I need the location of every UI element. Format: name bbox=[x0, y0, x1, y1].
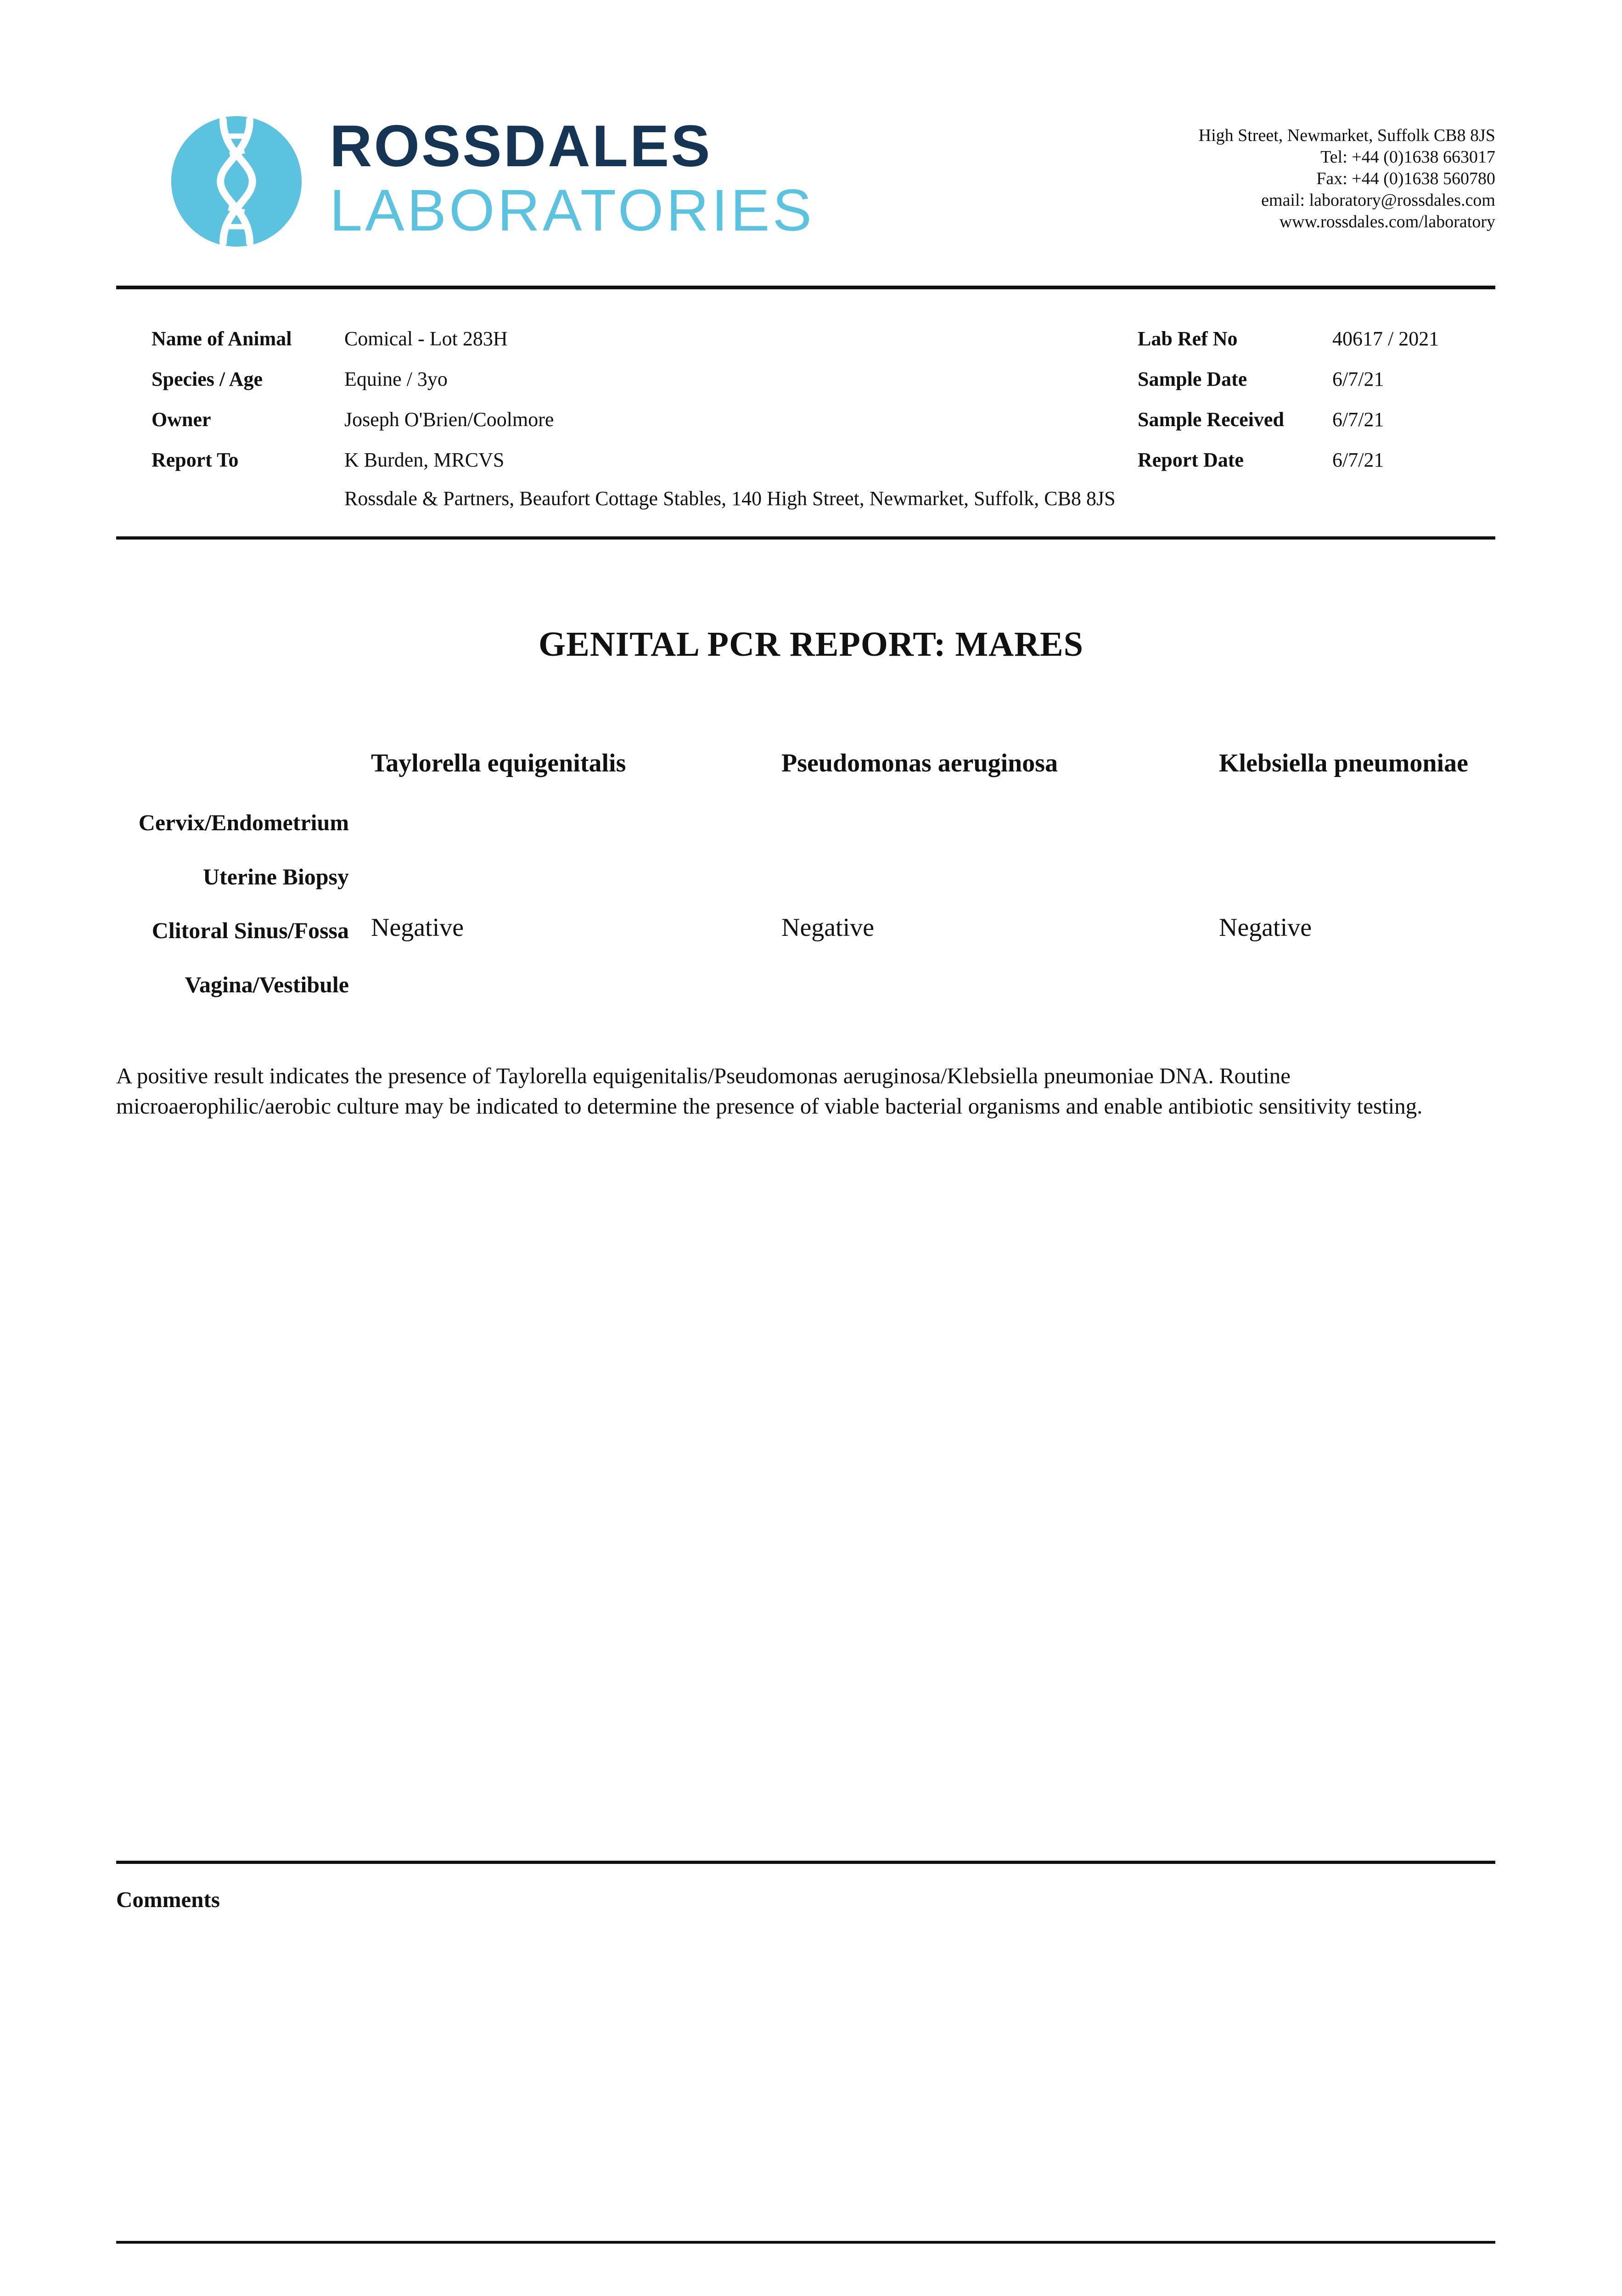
contact-email: email: laboratory@rossdales.com bbox=[1261, 191, 1495, 210]
lab-ref-label: Lab Ref No bbox=[1138, 327, 1238, 350]
animal-name-value: Comical - Lot 283H bbox=[344, 327, 508, 350]
species-age-value: Equine / 3yo bbox=[344, 368, 448, 390]
report-date-label: Report Date bbox=[1138, 449, 1244, 471]
row-label-vagina: Vagina/Vestibule bbox=[185, 972, 349, 997]
report-to-address: Rossdale & Partners, Beaufort Cottage Stables, 140 High Street, Newmarket, Suffolk, CB8 8JS bbox=[344, 487, 1116, 510]
comments-label: Comments bbox=[116, 1887, 220, 1912]
brand-name-line-1: ROSSDALES bbox=[330, 113, 712, 179]
sample-received-value: 6/7/21 bbox=[1332, 408, 1384, 431]
owner-value: Joseph O'Brien/Coolmore bbox=[344, 408, 554, 431]
row-label-uterine-biopsy: Uterine Biopsy bbox=[202, 864, 349, 889]
lab-ref-value: 40617 / 2021 bbox=[1332, 327, 1439, 350]
sample-received-label: Sample Received bbox=[1138, 408, 1284, 431]
report-title: GENITAL PCR REPORT: MARES bbox=[538, 625, 1084, 664]
divider-comments bbox=[116, 1861, 1495, 1864]
report-date-value: 6/7/21 bbox=[1332, 449, 1384, 471]
contact-block bbox=[990, 125, 1495, 233]
row-label-cervix: Cervix/Endometrium bbox=[138, 810, 349, 835]
column-header-klebsiella: Klebsiella pneumoniae bbox=[1219, 749, 1468, 777]
contact-tel: Tel: +44 (0)1638 663017 bbox=[1320, 147, 1495, 167]
report-to-label: Report To bbox=[152, 449, 239, 471]
contact-fax: Fax: +44 (0)1638 560780 bbox=[1316, 169, 1495, 188]
animal-name-label: Name of Animal bbox=[152, 327, 292, 350]
report-to-value: K Burden, MRCVS bbox=[344, 449, 505, 471]
contact-address: High Street, Newmarket, Suffolk CB8 8JS bbox=[1198, 126, 1495, 145]
column-header-taylorella: Taylorella equigenitalis bbox=[371, 749, 626, 777]
contact-website: www.rossdales.com/laboratory bbox=[1279, 212, 1495, 231]
divider-footer bbox=[116, 2241, 1495, 2244]
divider-header bbox=[116, 286, 1495, 289]
owner-label: Owner bbox=[152, 408, 211, 431]
divider-info bbox=[116, 536, 1495, 540]
sample-date-label: Sample Date bbox=[1138, 368, 1247, 390]
sample-date-value: 6/7/21 bbox=[1332, 368, 1384, 390]
result-clitoral-pseudomonas: Negative bbox=[781, 913, 875, 942]
dna-helix-icon bbox=[170, 115, 303, 248]
column-header-pseudomonas: Pseudomonas aeruginosa bbox=[781, 749, 1058, 777]
species-age-label: Species / Age bbox=[152, 368, 263, 390]
result-clitoral-taylorella: Negative bbox=[371, 913, 464, 942]
row-label-clitoral-sinus: Clitoral Sinus/Fossa bbox=[152, 917, 349, 943]
result-clitoral-klebsiella: Negative bbox=[1219, 913, 1312, 942]
brand-name-line-2: LABORATORIES bbox=[330, 178, 814, 243]
result-explanation: A positive result indicates the presence of Taylorella equigenitalis/Pseudomonas aeruginosa/Klebsiella pneumoniae DNA. Routine microaerophilic/aerobic culture may be indicated to determine the presence of viable bacterial organisms and enable antibiotic sensitivity testing. bbox=[116, 1063, 1423, 1119]
